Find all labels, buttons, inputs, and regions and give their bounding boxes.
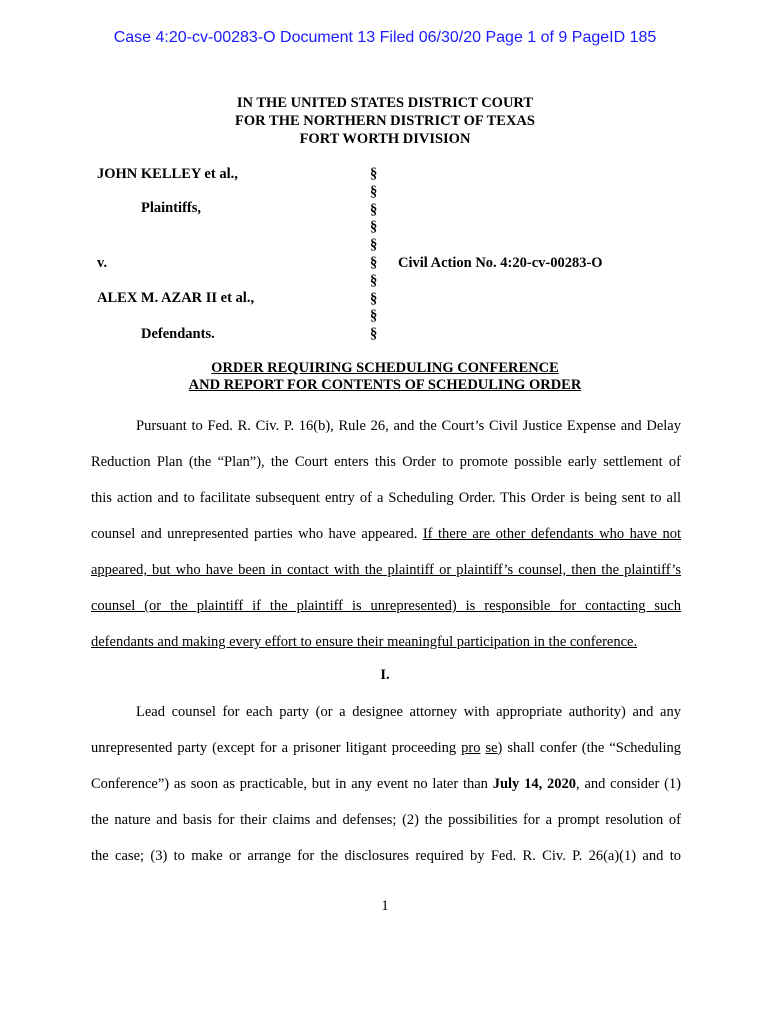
civil-action-number: Civil Action No. 4:20-cv-00283-O (398, 255, 603, 271)
paragraph-2-line: Lead counsel for each party (or a designee attorney with appropriate authority) and any (136, 704, 681, 720)
section-mark: § (370, 219, 378, 236)
paragraph-1-line: Pursuant to Fed. R. Civ. P. 16(b), Rule 26, and the Court’s Civil Justice Expense and Delay (136, 418, 681, 434)
order-title (0, 360, 770, 394)
section-mark: § (370, 237, 378, 254)
paragraph-2-text: ) shall confer (the “Scheduling (497, 740, 681, 756)
section-mark: § (370, 326, 378, 343)
underlined-notice: If there are other defendants who have not (422, 526, 681, 542)
section-mark: § (370, 183, 378, 200)
paragraph-2-line: the case; (3) to make or arrange for the disclosures required by Fed. R. Civ. P. 26(a)(1) and to (91, 848, 681, 864)
section-mark: § (370, 272, 378, 289)
section-mark: § (370, 201, 378, 218)
paragraph-2-text: unrepresented party (except for a prisoner litigant proceeding (91, 740, 462, 756)
underlined-notice-line: defendants and making every effort to ensure their meaningful participation in the conference. (91, 634, 638, 650)
section-heading: I. (380, 667, 390, 683)
plaintiff-name: JOHN KELLEY et al., (97, 166, 238, 182)
court-line-1: IN THE UNITED STATES DISTRICT COURT (236, 95, 534, 111)
case-header-stamp: Case 4:20-cv-00283-O Document 13 Filed 06/30/20 Page 1 of 9 PageID 185 (113, 29, 657, 46)
paragraph-1-text: counsel and unrepresented parties who have appeared. (91, 526, 423, 542)
defendant-name: ALEX M. AZAR II et al., (97, 290, 255, 306)
paragraph-1-line (91, 516, 681, 552)
paragraph-1-line: this action and to facilitate subsequent entry of a Scheduling Order. This Order is being sent to all (91, 490, 681, 506)
paragraph-2-text: Conference”) as soon as practicable, but in any event no later than (91, 776, 493, 792)
deadline-date: July 14, 2020 (492, 776, 577, 792)
section-mark: § (370, 254, 378, 271)
order-title-line-1: ORDER REQUIRING SCHEDULING CONFERENCE (211, 360, 559, 376)
paragraph-2-text: , and consider (1) (576, 776, 681, 792)
paragraph-2 (91, 694, 681, 874)
page-number: 1 (381, 898, 389, 914)
se-term: se (485, 740, 498, 756)
plaintiff-role: Plaintiffs, (141, 200, 202, 216)
underlined-notice-line: counsel (or the plaintiff if the plaintiff is unrepresented) is responsible for contacting such (91, 598, 681, 614)
versus: v. (97, 255, 108, 271)
paragraph-2-line (91, 766, 681, 802)
paragraph-1 (91, 408, 681, 660)
court-line-2: FOR THE NORTHERN DISTRICT OF TEXAS (235, 113, 535, 129)
court-line-3: FORT WORTH DIVISION (299, 131, 471, 147)
court-heading (0, 94, 770, 148)
pro-term: pro (461, 740, 481, 756)
section-mark: § (370, 166, 378, 182)
paragraph-2-line: the nature and basis for their claims and defenses; (2) the possibilities for a prompt resolution of (91, 812, 681, 828)
defendant-role: Defendants. (141, 326, 215, 342)
paragraph-2-line (91, 730, 681, 766)
order-title-line-2: AND REPORT FOR CONTENTS OF SCHEDULING ORDER (188, 377, 582, 393)
section-mark: § (370, 308, 378, 325)
underlined-notice-line: appeared, but who have been in contact with the plaintiff or plaintiff’s counsel, then the plaintiff’s (91, 562, 681, 578)
section-mark: § (370, 290, 378, 307)
section-mark-column (370, 166, 377, 344)
paragraph-1-line: Reduction Plan (the “Plan”), the Court enters this Order to promote possible early settlement of (91, 454, 681, 470)
